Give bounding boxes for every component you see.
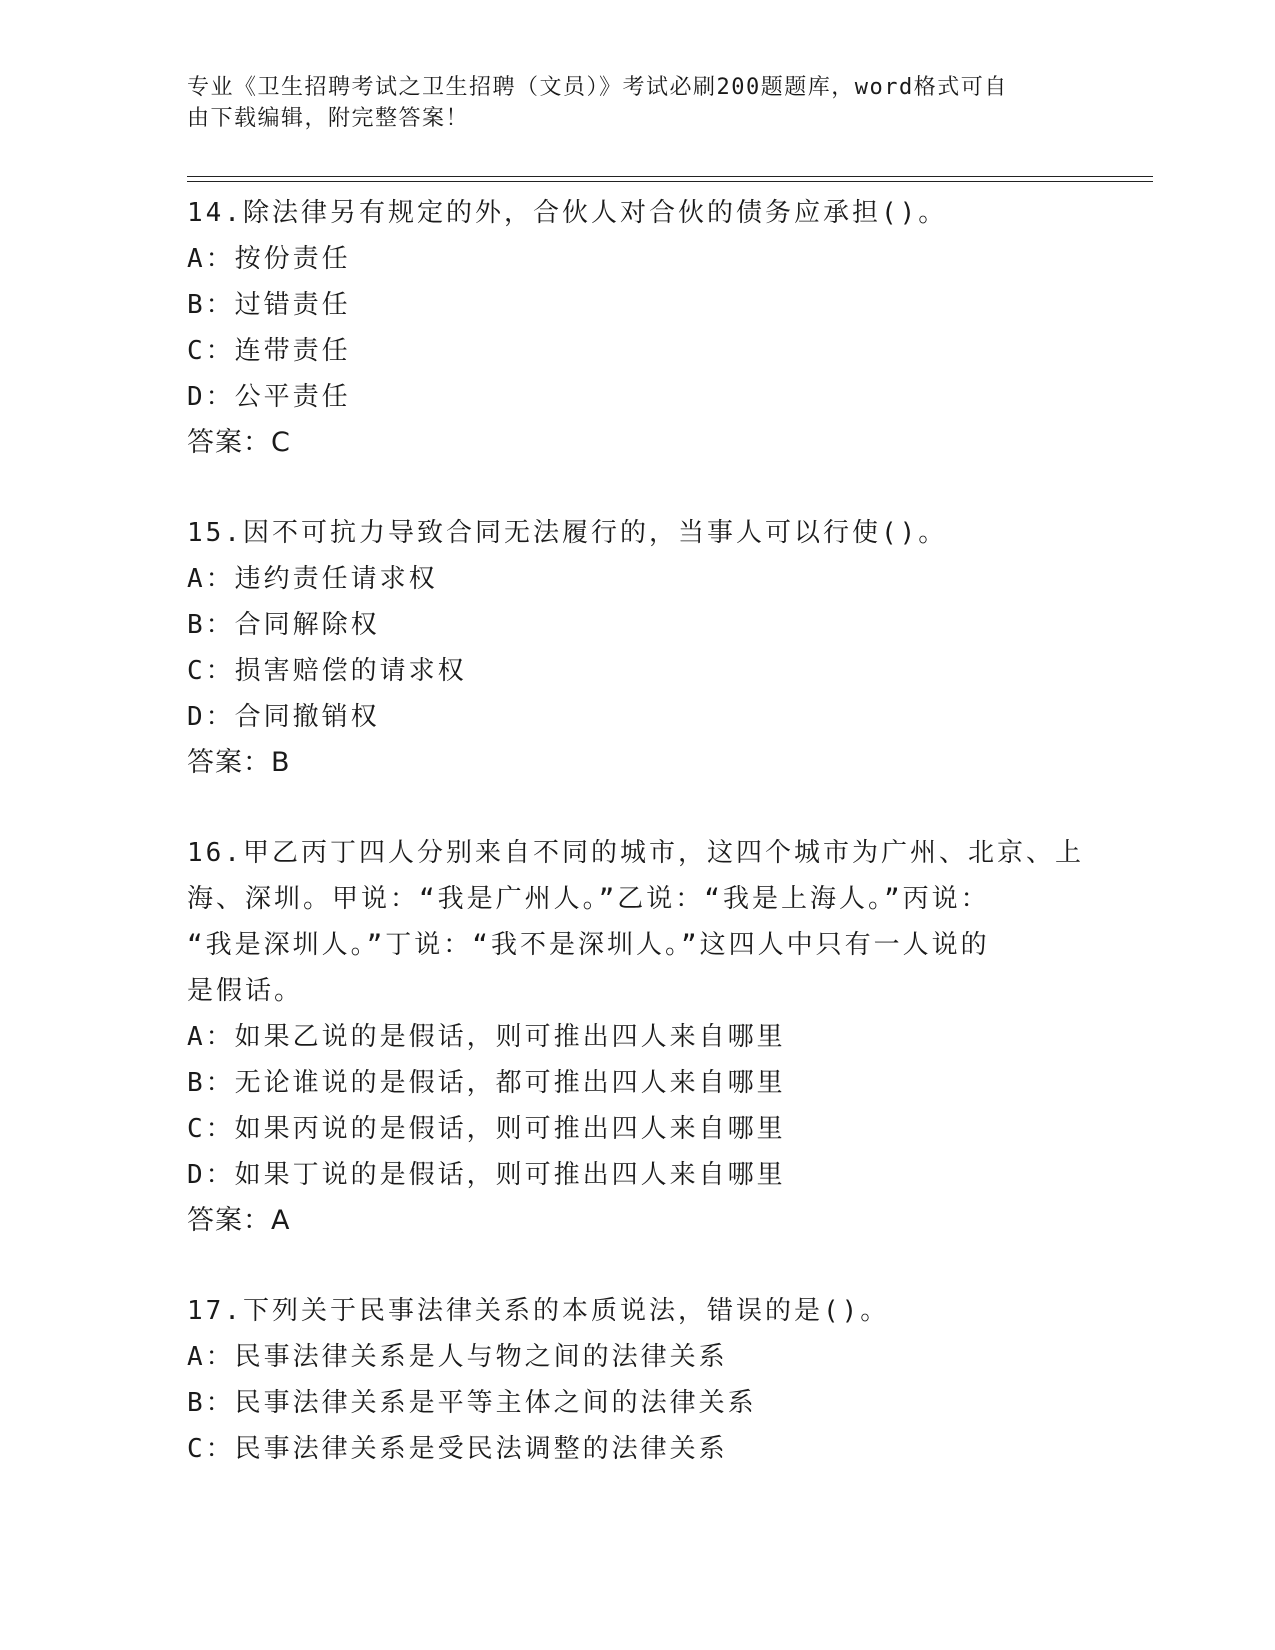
- question-stem: 17.下列关于民事法律关系的本质说法，错误的是()。: [187, 1296, 890, 1326]
- answer: 答案：C: [187, 427, 291, 458]
- option-c: C：损害赔偿的请求权: [187, 656, 467, 686]
- option-c: C：如果丙说的是假话，则可推出四人来自哪里: [187, 1114, 786, 1144]
- document-header: [187, 72, 1087, 134]
- header-line-1: 专业《卫生招聘考试之卫生招聘（文员）》考试必刷200题题库，word格式可自: [187, 75, 1008, 100]
- question-16: [187, 830, 1117, 1244]
- option-b: B：无论谁说的是假话，都可推出四人来自哪里: [187, 1068, 786, 1098]
- option-a: A：按份责任: [187, 244, 351, 274]
- answer: 答案：B: [187, 747, 291, 778]
- option-d: D：合同撤销权: [187, 702, 380, 732]
- answer: 答案：A: [187, 1205, 291, 1236]
- question-stem: 14.除法律另有规定的外，合伙人对合伙的债务应承担()。: [187, 198, 948, 228]
- question-stem-line: 是假话。: [187, 976, 304, 1006]
- option-b: B：合同解除权: [187, 610, 380, 640]
- option-b: B：过错责任: [187, 290, 351, 320]
- option-a: A：如果乙说的是假话，则可推出四人来自哪里: [187, 1022, 786, 1052]
- option-d: D：公平责任: [187, 382, 351, 412]
- option-a: A：民事法律关系是人与物之间的法律关系: [187, 1342, 728, 1372]
- question-list: [187, 190, 1117, 1472]
- question-stem: 15.因不可抗力导致合同无法履行的，当事人可以行使()。: [187, 518, 948, 548]
- question-stem-line: 16.甲乙丙丁四人分别来自不同的城市，这四个城市为广州、北京、上: [187, 838, 1084, 868]
- header-divider-top: [187, 176, 1153, 177]
- header-divider-bottom: [187, 181, 1153, 182]
- option-d: D：如果丁说的是假话，则可推出四人来自哪里: [187, 1160, 786, 1190]
- option-c: C：连带责任: [187, 336, 351, 366]
- question-stem: [187, 830, 1117, 1014]
- question-stem-line: “我是深圳人。”丁说：“我不是深圳人。”这四人中只有一人说的: [187, 930, 990, 960]
- option-c: C：民事法律关系是受民法调整的法律关系: [187, 1434, 728, 1464]
- question-14: [187, 190, 1117, 466]
- question-17: [187, 1288, 1117, 1472]
- header-line-2: 由下载编辑，附完整答案！: [187, 106, 470, 131]
- option-a: A：违约责任请求权: [187, 564, 438, 594]
- question-15: [187, 510, 1117, 786]
- question-stem-line: 海、深圳。甲说：“我是广州人。”乙说：“我是上海人。”丙说：: [187, 884, 990, 914]
- option-b: B：民事法律关系是平等主体之间的法律关系: [187, 1388, 757, 1418]
